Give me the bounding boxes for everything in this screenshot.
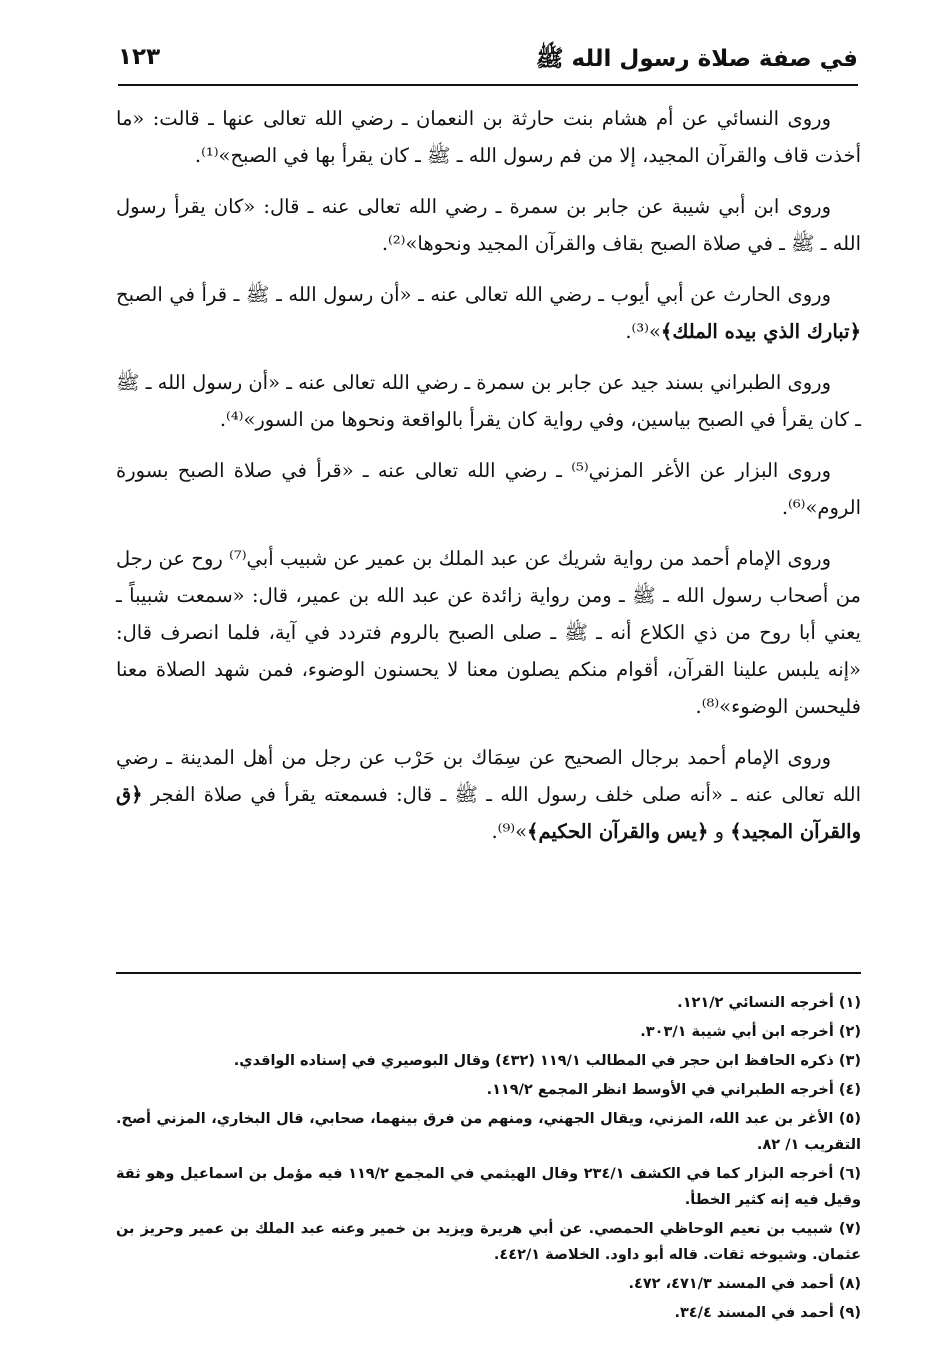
footnote: (٧) شبيب بن نعيم الوحاظي الحمصي. عن أبي هريرة ويزيد بن خمير وعنه عبد الملك بن عمير وحريز بن عثمان. وشيوخه ثقات. قاله أبو داود. الخلاصة ٤٤٢/١. bbox=[116, 1221, 861, 1263]
quran-verse: ﴿يس والقرآن الحكيم﴾ bbox=[527, 820, 709, 843]
footnote: (٤) أخرجه الطبراني في الأوسط انظر المجمع ١١٩/٢. bbox=[486, 1082, 861, 1098]
main-text bbox=[116, 100, 861, 864]
paragraph-7-connector: و bbox=[708, 820, 731, 843]
paragraph-7-end: »⁽⁹⁾. bbox=[491, 820, 528, 843]
paragraph-1: وروى النسائي عن أم هشام بنت حارثة بن النعمان ـ رضي الله تعالى عنها ـ قالت: «ما أخذت قاف والقرآن المجيد، إلا من فم رسول الله ـ ﷺ ـ كان يقرأ بها في الصبح»⁽¹⁾. bbox=[116, 107, 861, 167]
footnote: (٣) ذكره الحافظ ابن حجر في المطالب ١١٩/١ (٤٣٢) وقال البوصيري في إسناده الواقدي. bbox=[233, 1053, 861, 1069]
paragraph-6: وروى الإمام أحمد من رواية شريك عن عبد الملك بن عمير عن شبيب أبي⁽⁷⁾ روح عن رجل من أصحاب رسول الله ـ ﷺ ـ ومن رواية زائدة عن عبد الله بن عمير، قال: «سمعت شبيباً ـ يعني أبا روح من ذي الكلاع أنه ـ ﷺ ـ صلى الصبح بالروم فتردد في آية، فلما انصرف قال: «إنه يلبس علينا القرآن، أقوام منكم يصلون معنا لا يحسنون الوضوء، فمن شهد الصلاة معنا فليحسن الوضوء»⁽⁸⁾. bbox=[116, 547, 861, 718]
paragraph-2: وروى ابن أبي شيبة عن جابر بن سمرة ـ رضي الله تعالى عنه ـ قال: «كان يقرأ رسول الله ـ ﷺ ـ في صلاة الصبح بقاف والقرآن المجيد ونحوها»⁽²⁾. bbox=[116, 195, 861, 255]
footnote: (٨) أحمد في المسند ٤٧١/٣، ٤٧٢. bbox=[628, 1276, 861, 1292]
page-number: ١٢٣ bbox=[118, 44, 161, 70]
footnote: (١) أخرجه النسائي ١٢١/٢. bbox=[677, 995, 861, 1011]
paragraph-7-text: وروى الإمام أحمد برجال الصحيح عن سِمَاك بن حَرْب عن رجل من أهل المدينة ـ رضي الله تعالى عنه ـ «أنه صلى خلف رسول الله ـ ﷺ ـ قال: فسمعته يقرأ في صلاة الفجر bbox=[116, 746, 861, 806]
footnote: (٦) أخرجه البزار كما في الكشف ٢٣٤/١ وقال الهيثمي في المجمع ١١٩/٢ فيه مؤمل بن اسماعيل وهو ثقة وقيل فيه إنه كثير الخطأ. bbox=[116, 1166, 861, 1208]
footnote: (٩) أحمد في المسند ٣٤/٤. bbox=[674, 1305, 861, 1321]
quran-verse: ﴿تبارك الذي بيده الملك﴾ bbox=[660, 320, 861, 343]
running-title: في صفة صلاة رسول الله ﷺ bbox=[535, 46, 858, 72]
paragraph-3-end: »⁽³⁾. bbox=[625, 320, 661, 343]
quran-verse: ﴿ق والقرآن المجيد﴾ bbox=[116, 783, 861, 843]
footnote-divider bbox=[116, 972, 861, 974]
footnote: (٥) الأغر بن عبد الله، المزني، ويقال الجهني، ومنهم من فرق بينهما، صحابي، قال البخاري، المزني أصح. التقريب ١/ ٨٢. bbox=[116, 1111, 861, 1153]
page-header bbox=[118, 40, 858, 86]
footnotes bbox=[116, 990, 861, 1329]
paragraph-3 bbox=[116, 276, 861, 350]
paragraph-5: وروى البزار عن الأغر المزني⁽⁵⁾ ـ رضي الله تعالى عنه ـ «قرأ في صلاة الصبح بسورة الروم»⁽⁶⁾. bbox=[116, 459, 861, 519]
paragraph-4: وروى الطبراني بسند جيد عن جابر بن سمرة ـ رضي الله تعالى عنه ـ «أن رسول الله ـ ﷺ ـ كان يقرأ في الصبح بياسين، وفي رواية كان يقرأ بالواقعة ونحوها من السور»⁽⁴⁾. bbox=[116, 371, 861, 431]
paragraph-3-text: وروى الحارث عن أبي أيوب ـ رضي الله تعالى عنه ـ «أن رسول الله ـ ﷺ ـ قرأ في الصبح bbox=[116, 283, 831, 306]
paragraph-7 bbox=[116, 739, 861, 850]
footnote: (٢) أخرجه ابن أبي شيبة ٣٠٣/١. bbox=[640, 1024, 861, 1040]
